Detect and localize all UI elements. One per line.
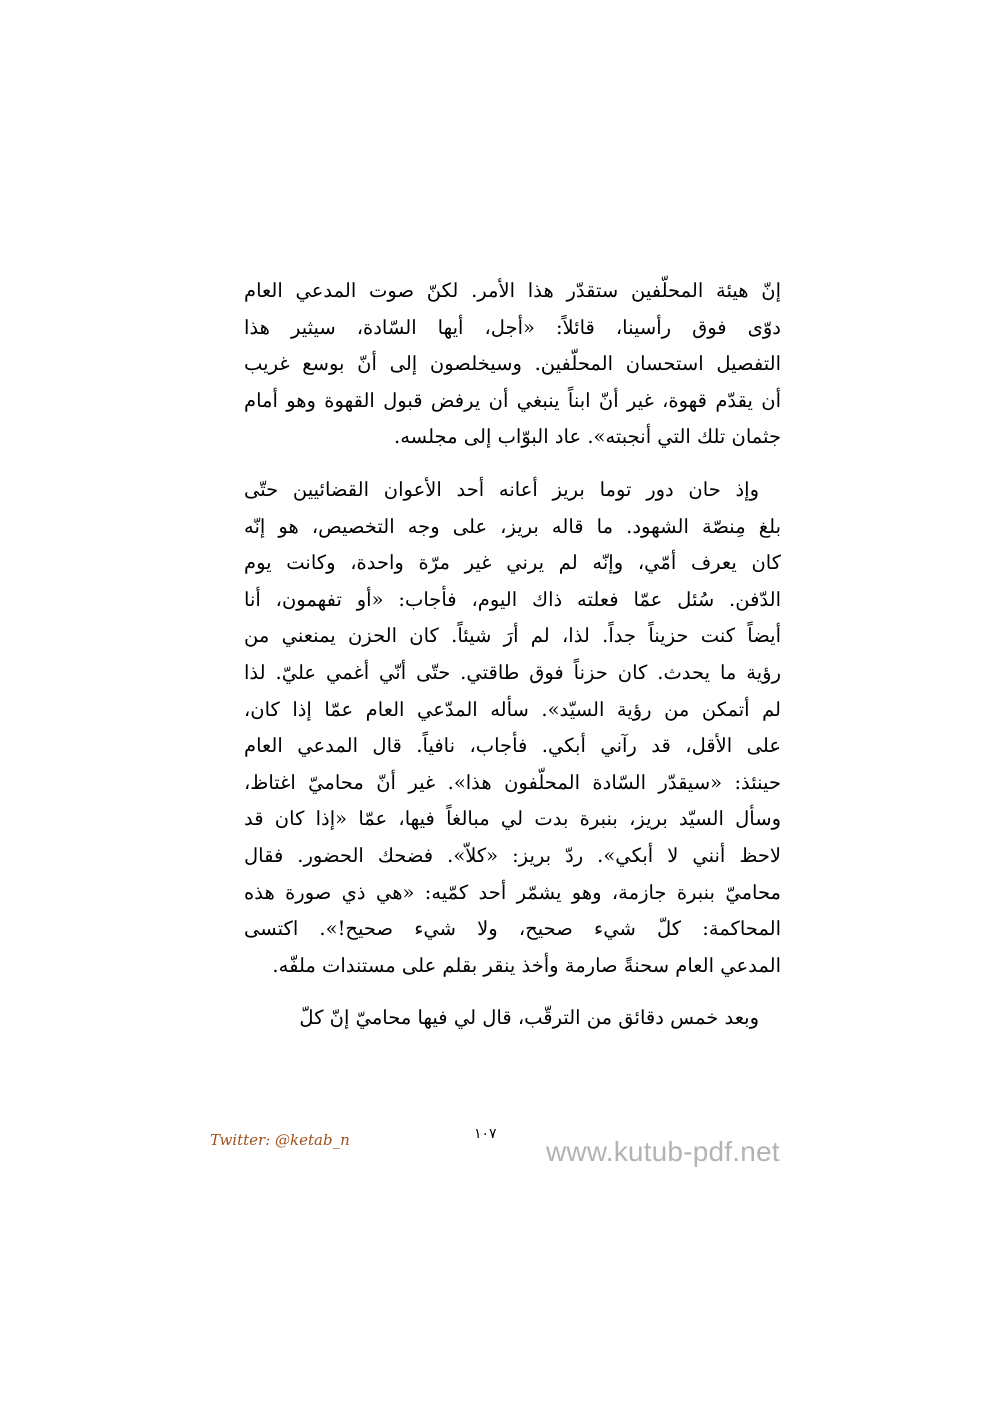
text-line: بلغ مِنصّة الشهود. ما قاله بريز، على وجه التخصيص، هو إنّه (244, 514, 781, 538)
text-line: دوّى فوق رأسينا، قائلاً: «أجل، أيها السّادة، سيثير هذا (244, 315, 781, 339)
text-line: المدعي العام سحنةً صارمة وأخذ ينقر بقلم على مستندات ملفّه. (272, 953, 781, 977)
text-line: على الأقل، قد رآني أبكي. فأجاب، نافياً. قال المدعي العام (244, 734, 781, 758)
twitter-handle: Twitter: @ketab_n (210, 1131, 350, 1149)
body-text (244, 273, 781, 1037)
text-line: حينئذ: «سيقدّر السّادة المحلّفون هذا». غير أنّ محاميّ اغتاظ، (244, 770, 781, 794)
text-line: وبعد خمس دقائق من الترقّب، قال لي فيها محاميّ إنّ كلّ (299, 1006, 759, 1030)
text-line: المحاكمة: كلّ شيء صحيح، ولا شيء صحيح!». اكتسى (244, 917, 781, 941)
paragraph-1 (244, 273, 781, 456)
text-line: وإذ حان دور توما بريز أعانه أحد الأعوان القضائيين حتّى (244, 477, 759, 501)
text-line: لم أتمكن من رؤية السيّد». سأله المدّعي العام عمّا إذا كان، (244, 697, 781, 721)
text-line: محاميّ بنبرة جازمة، وهو يشمّر أحد كمّيه: «هي ذي صورة هذه (244, 880, 781, 904)
text-line: الدّفن. سُئل عمّا فعلته ذاك اليوم، فأجاب: «أو تفهمون، أنا (244, 587, 781, 611)
text-line: إنّ هيئة المحلّفين ستقدّر هذا الأمر. لكنّ صوت المدعي العام (244, 279, 781, 302)
page-number: ١٠٧ (474, 1126, 497, 1142)
paragraph-2 (244, 472, 781, 984)
text-line: رؤية ما يحدث. كان حزناً فوق طاقتي. حتّى أنّي أغمي عليّ. لذا (244, 660, 781, 684)
text-line: وسأل السيّد بريز، بنبرة بدت لي مبالغاً فيها، عمّا «إذا كان قد (244, 807, 781, 831)
paragraph-3 (244, 1000, 781, 1037)
watermark: www.kutub-pdf.net (546, 1136, 780, 1167)
text-line: جثمان تلك التي أنجبته». عاد البوّاب إلى مجلسه. (394, 425, 781, 449)
text-line: التفصيل استحسان المحلّفين. وسيخلصون إلى أنّ بوسع غريب (244, 352, 781, 376)
text-line: أيضاً كنت حزيناً جداً. لذا، لم أرَ شيئاً. كان الحزن يمنعني من (244, 624, 781, 648)
text-line: أن يقدّم قهوة، غير أنّ ابناً ينبغي أن يرفض قبول القهوة وهو أمام (244, 388, 781, 412)
text-line: كان يعرف أمّي، وإنّه لم يرني غير مرّة واحدة، وكانت يوم (244, 551, 781, 575)
text-line: لاحظ أنني لا أبكي». ردّ بريز: «كلاّ». فضحك الحضور. فقال (244, 843, 781, 867)
